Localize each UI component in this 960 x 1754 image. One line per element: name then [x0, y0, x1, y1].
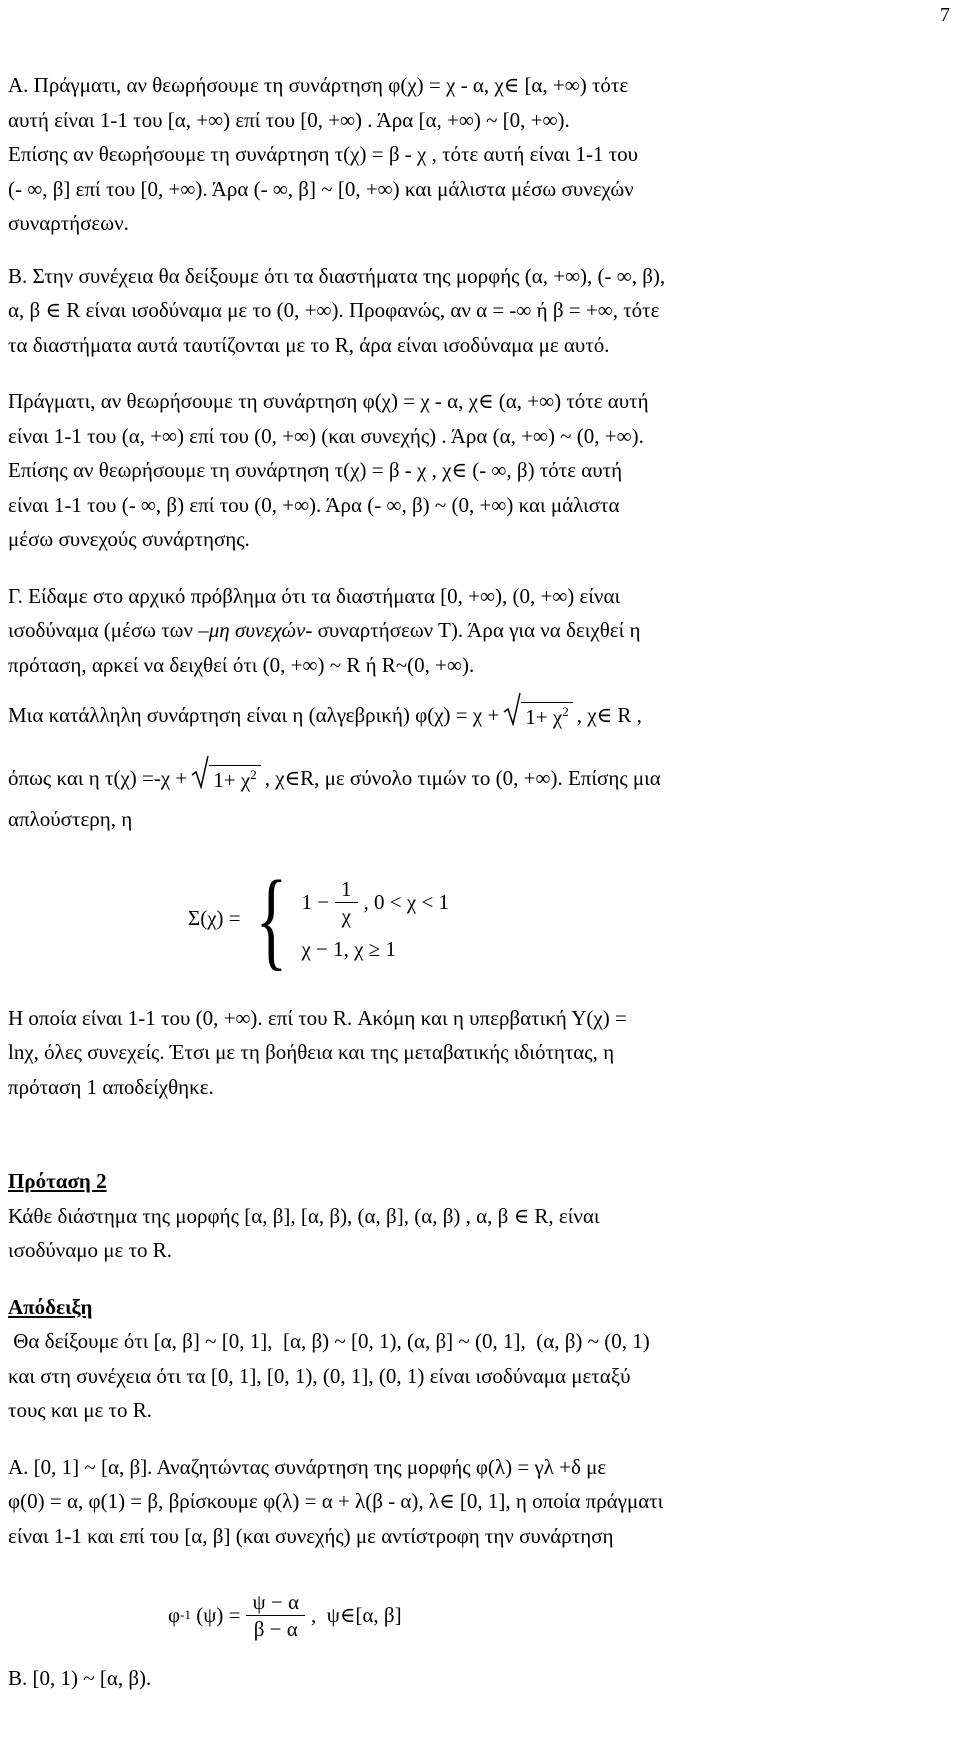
italic-underlined-phrase: –μη συνεχών-: [198, 618, 313, 642]
denominator: β − α: [253, 1616, 298, 1641]
text-span: συναρτήσεων Τ). Άρα για να δειχθεί η: [312, 618, 641, 642]
text-span: , 0 < χ < 1: [363, 889, 450, 914]
page-number: 7: [940, 4, 950, 26]
proof-title: Απόδειξη: [8, 1294, 93, 1319]
proposition-title: Πρόταση 2: [8, 1169, 107, 1193]
text-span: ισοδύναμα (μέσω των: [8, 618, 199, 642]
text-line: φ(0) = α, φ(1) = β, βρίσκουμε φ(λ) = α + λ(β - α), λ∈ [0, 1], η οποία πράγματι: [8, 1489, 664, 1513]
text-line: [8, 613, 948, 648]
text-line: είναι 1-1 του (α, +∞) επί του (0, +∞) (και συνεχής) . Άρα (α, +∞) ~ (0, +∞).: [8, 423, 644, 448]
inverse-function: [168, 1575, 948, 1655]
text-line: lnχ, όλες συνεχείς. Έτσι με τη βοήθεια και της μεταβατικής ιδιότητας, η: [8, 1040, 615, 1064]
radicand: 1+ χ: [213, 768, 251, 792]
exponent: 2: [250, 767, 257, 782]
formula-phi: [8, 690, 948, 739]
text-line: απλούστερη, η: [8, 807, 133, 831]
text-line: τους και με το R.: [8, 1398, 152, 1422]
text-span: , χ∈R, με σύνολο τιμών το (0, +∞). Επίσης μια: [264, 765, 661, 790]
text-span: Μια κατάλληλη συνάρτηση είναι η (αλγεβρική) φ(χ) = χ +: [8, 702, 500, 727]
numerator: ψ − α: [246, 1589, 305, 1616]
radical-sign-icon: [191, 755, 209, 789]
text-line: Β. Στην συνέχεια θα δείξουμε ότι τα διαστήματα της μορφής (α, +∞), (- ∞, β),: [8, 263, 666, 288]
text-line: ισοδύναμο με το R.: [8, 1238, 173, 1262]
text-line: συναρτήσεων.: [8, 211, 129, 235]
proposition-2: [8, 1164, 948, 1268]
text-line: τα διαστήματα αυτά ταυτίζονται με το R, άρα είναι ισοδύναμα με αυτό.: [8, 332, 610, 357]
document-body: [8, 68, 948, 1696]
sqrt-expression: [503, 690, 572, 739]
text-line: είναι 1-1 του (- ∞, β) επί του (0, +∞). Άρα (- ∞, β) ~ (0, +∞) και μάλιστα: [8, 492, 620, 517]
numerator: 1: [335, 876, 358, 903]
proof: [8, 1290, 948, 1428]
case-one: [301, 876, 449, 929]
text-line: πρόταση, αρκεί να δειχθεί ότι (0, +∞) ~ R ή R~(0, +∞).: [8, 652, 475, 677]
text-line: Επίσης αν θεωρήσουμε τη συνάρτηση τ(χ) = β - χ , τότε αυτή είναι 1-1 του: [8, 142, 639, 166]
text-line: πρόταση 1 αποδείχθηκε.: [8, 1074, 214, 1099]
text-span: , ψ∈[α, β]: [310, 1602, 402, 1627]
text-line: Κάθε διάστημα της μορφής [α, β], [α, β), (α, β], (α, β) , α, β ∈ R, είναι: [8, 1203, 600, 1228]
text-line: Β. [0, 1) ~ [α, β).: [8, 1666, 152, 1690]
text-span: όπως και η τ(χ) =-χ +: [8, 765, 188, 790]
radicand: 1+ χ: [525, 705, 563, 729]
exponent: 2: [562, 704, 569, 719]
section-c: [8, 579, 948, 1105]
section-b-proof: [8, 384, 948, 557]
text-span: 1 −: [301, 889, 330, 914]
text-line: Η οποία είναι 1-1 του (0, +∞). επί του R. Ακόμη και η υπερβατική Υ(χ) =: [8, 1005, 627, 1030]
fraction: [246, 1589, 305, 1642]
inverse-exponent: -1: [180, 1607, 191, 1622]
text-span: (ψ) =: [190, 1602, 241, 1627]
text-line: Πράγματι, αν θεωρήσουμε τη συνάρτηση φ(χ) = χ - α, χ∈ (α, +∞) τότε αυτή: [8, 389, 649, 413]
text-line: μέσω συνεχούς συνάρτησης.: [8, 527, 250, 551]
text-line: Α. [0, 1] ~ [α, β]. Αναζητώντας συνάρτηση της μορφής φ(λ) = γλ +δ με: [8, 1454, 607, 1479]
proof-part-a: [8, 1450, 948, 1696]
fraction: [335, 876, 358, 929]
case-two: χ − 1, χ ≥ 1: [301, 936, 396, 961]
text-line: α, β ∈ R είναι ισοδύναμα με το (0, +∞). Προφανώς, αν α = -∞ ή β = +∞, τότε: [8, 298, 660, 322]
piecewise-function: [188, 849, 948, 989]
text-line: Επίσης αν θεωρήσουμε τη συνάρτηση τ(χ) = β - χ , χ∈ (- ∞, β) τότε αυτή: [8, 458, 623, 482]
section-b: [8, 259, 948, 363]
cases: [301, 876, 449, 962]
text-line: (- ∞, β] επί του [0, +∞). Άρα (- ∞, β] ~ [0, +∞) και μάλιστα μέσω συνεχών: [8, 176, 634, 201]
section-a: [8, 68, 948, 241]
text-span: , χ∈ R ,: [576, 702, 642, 727]
denominator: χ: [341, 903, 351, 928]
text-line: και στη συνέχεια ότι τα [0, 1], [0, 1), (0, 1], (0, 1) είναι ισοδύναμα μεταξύ: [8, 1363, 631, 1388]
radical-sign-icon: [503, 692, 521, 726]
text-line: Α. Πράγματι, αν θεωρήσουμε τη συνάρτηση φ(χ) = χ - α, χ∈ [α, +∞) τότε: [8, 73, 629, 97]
text-line: Θα δείξουμε ότι [α, β] ~ [0, 1], [α, β) ~ [0, 1), (α, β] ~ (0, 1], (α, β) ~ (0, 1): [8, 1329, 650, 1353]
left-brace-icon: {: [255, 857, 287, 980]
text-line: αυτή είναι 1-1 του [α, +∞) επί του [0, +∞) . Άρα [α, +∞) ~ [0, +∞).: [8, 107, 570, 132]
text-line: είναι 1-1 και επί του [α, β] (και συνεχής) με αντίστροφη την συνάρτηση: [8, 1523, 614, 1548]
sigma-lhs: Σ(χ) =: [188, 906, 241, 930]
formula-tau: [8, 753, 948, 802]
phi-symbol: φ: [168, 1602, 181, 1627]
text-line: Γ. Είδαμε στο αρχικό πρόβλημα ότι τα διαστήματα [0, +∞), (0, +∞) είναι: [8, 583, 621, 608]
sqrt-expression: [191, 753, 260, 802]
